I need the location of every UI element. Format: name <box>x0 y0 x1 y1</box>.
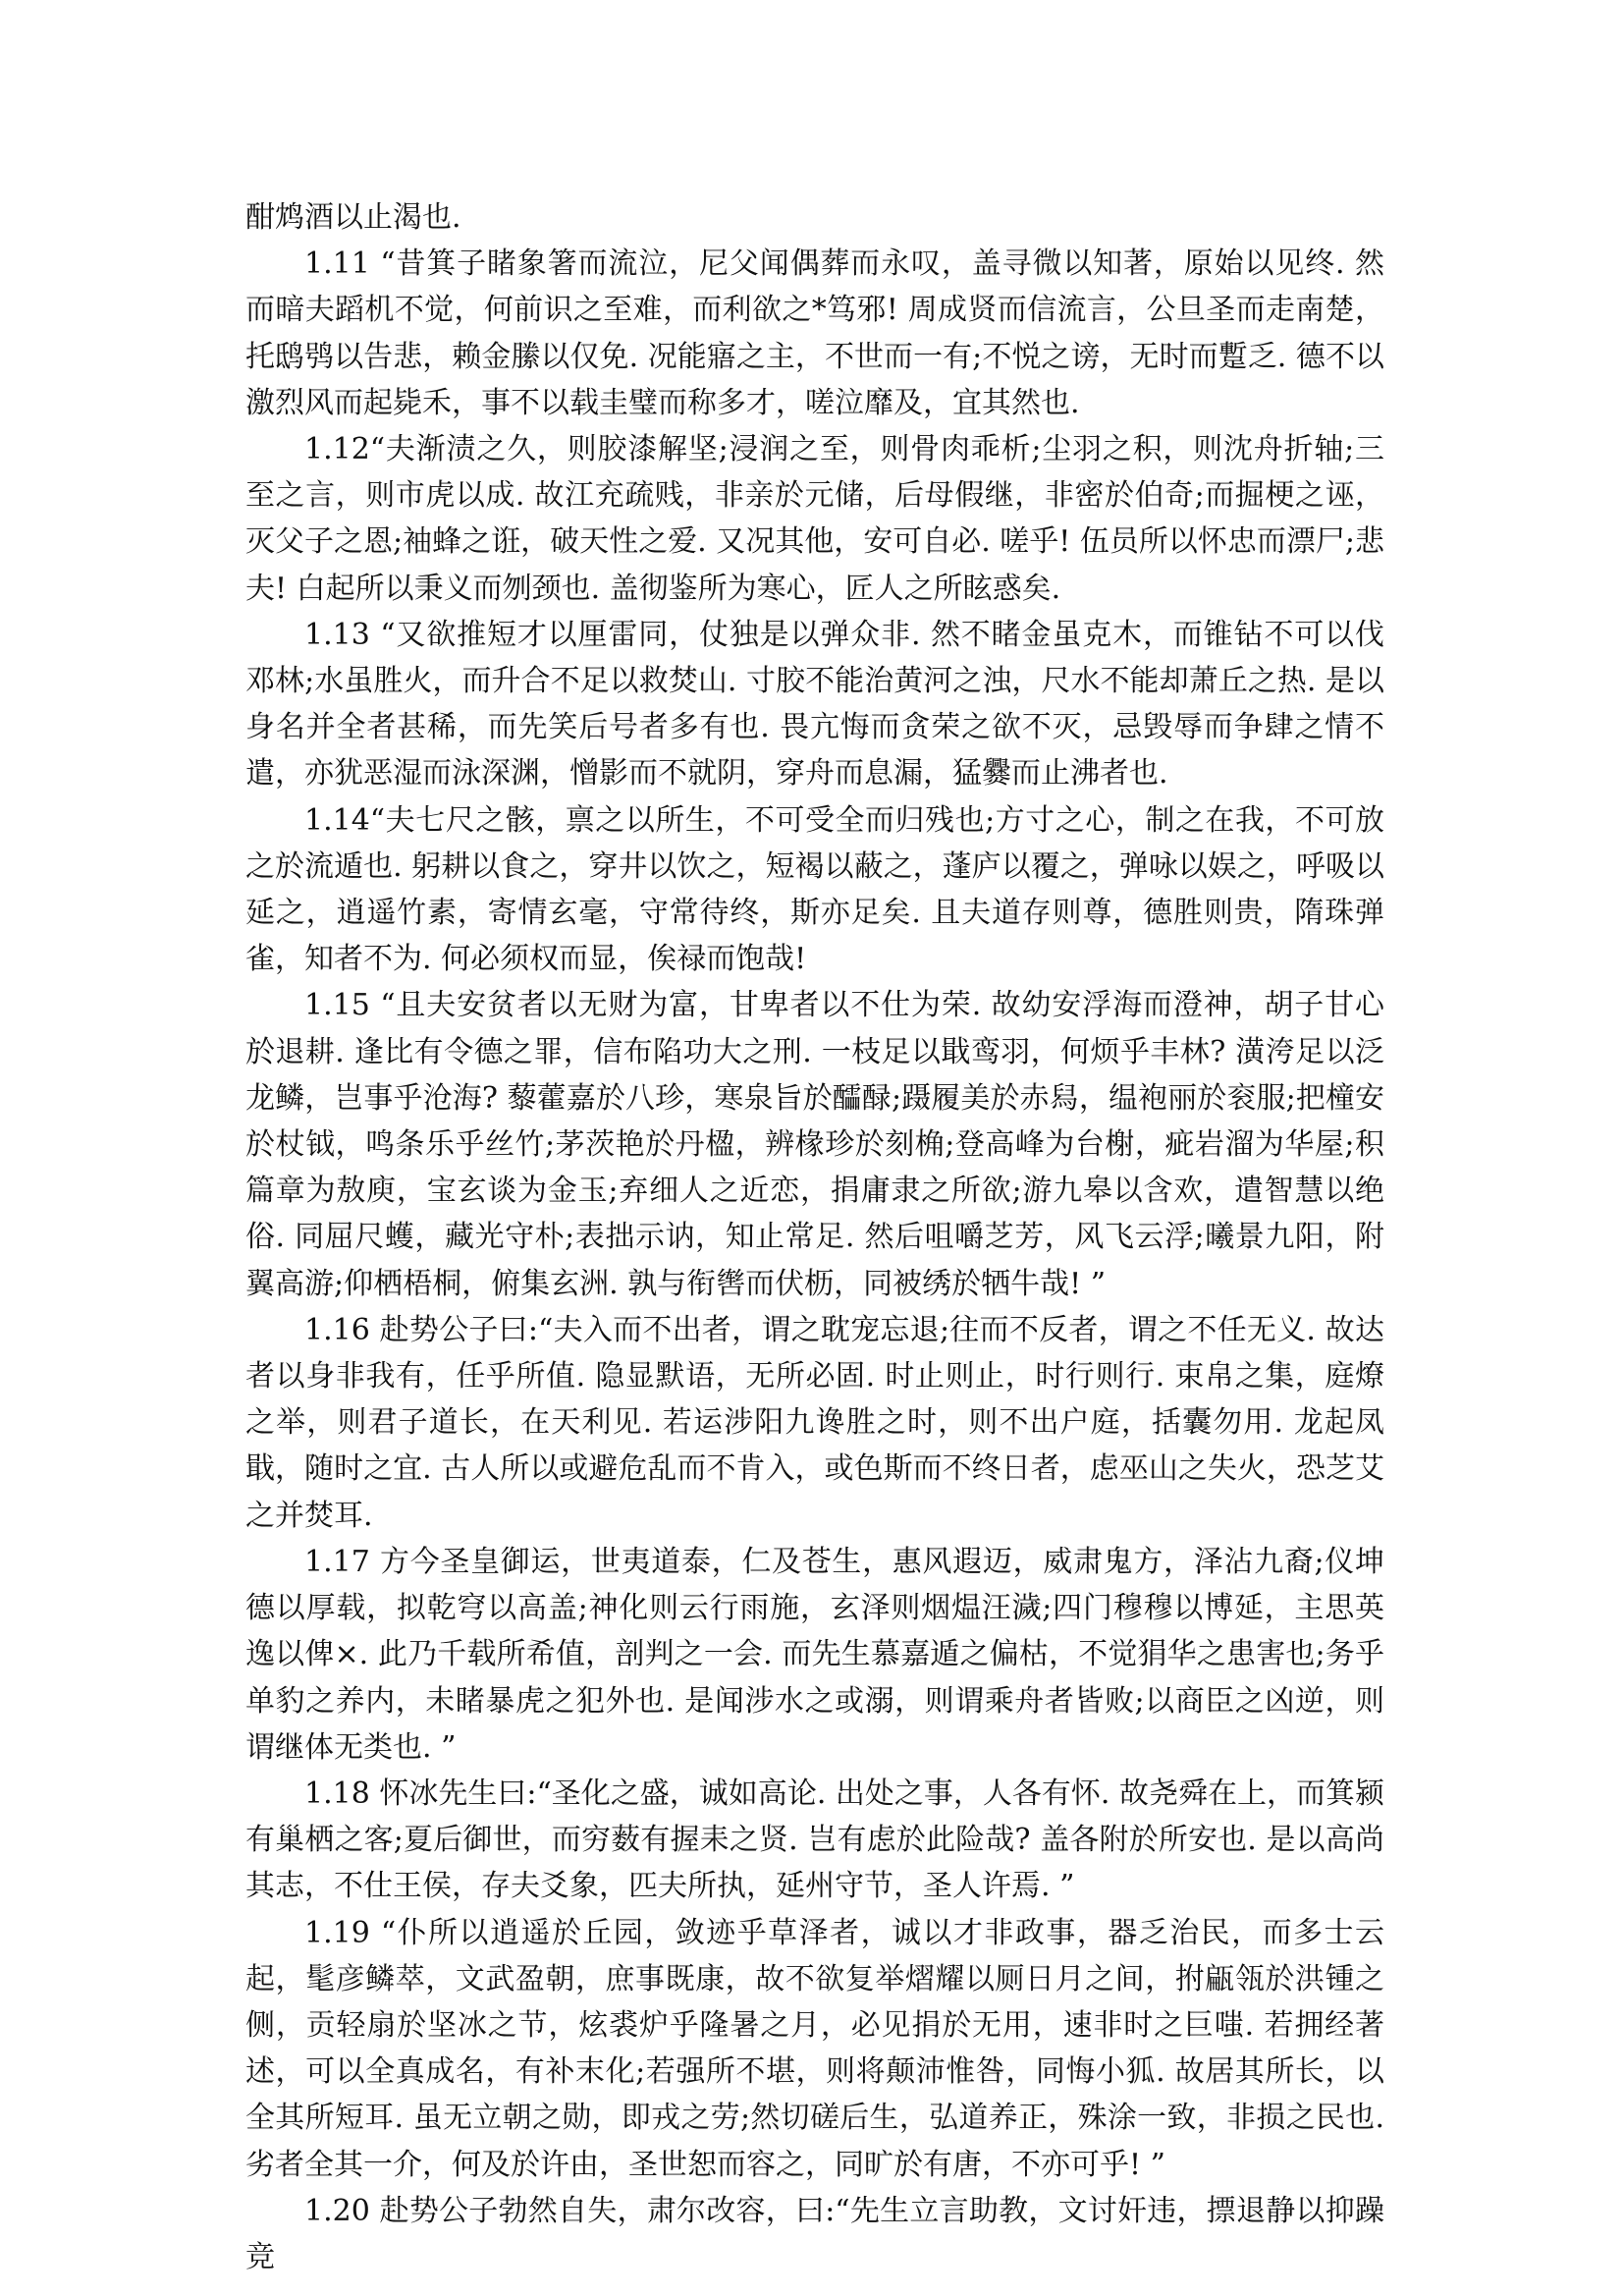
paragraph-1-11 <box>245 241 1384 426</box>
paragraph-text: 方今圣皇御运，世夷道泰，仁及苍生，惠风遐迈，威肃鬼方，泽沾九裔;仪坤德以厚载，拟乾穹以高盖;神化则云行雨施，玄泽则烟煴汪濊;四门穆穆以博延，主思英逸以俾×. 此乃千载所希值，剖判之一会. 而先生慕嘉遁之偏枯，不觉狷华之患害也;务乎单豹之养内，未睹暴虎之犯外也. 是闻涉水之或溺，则谓乘舟者皆败;以商臣之凶逆，则谓继体无类也. ” <box>245 1544 1384 1765</box>
paragraph-text: “又欲推短才以厘雷同，仗独是以弹众非. 然不睹金虽克木，而锥钻不可以伐邓林;水虽胜火，而升合不足以救焚山. 寸胶不能治黄河之浊，尺水不能却萧丘之热. 是以身名并全者甚稀，而先笑后号者多有也. 畏亢悔而贪荣之欲不灭，忌毁辱而争肆之情不遣，亦犹恶湿而泳深渊，憎影而不就阴，穿舟而息漏，猛爨而止沸者也. <box>245 617 1384 792</box>
paragraph-1-19 <box>245 1910 1384 2188</box>
paragraph-1-14 <box>245 797 1384 983</box>
paragraph-1-17 <box>245 1539 1384 1771</box>
paragraph-1-15 <box>245 982 1384 1306</box>
paragraph-text: “且夫安贫者以无财为富，甘卑者以不仕为荣. 故幼安浮海而澄神，胡子甘心於退耕. 逢比有令德之罪，信布陷功大之刑. 一枝足以戢鸾羽，何烦乎丰林? 潢洿足以泛龙鳞，岂事乎沧海? 藜藿嘉於八珍，寒泉旨於醽醁;蹑履美於赤舄，缊袍丽於衮服;把橦安於杖钺，鸣条乐乎丝竹;茅茨艳於丹楹，辨椽珍於刻桷;登高峰为台榭，疵岩溜为华屋;积篇章为敖庾，宝玄谈为金玉;弃细人之近恋，捐庸隶之所欲;游九皋以含欢，遣智慧以绝俗. 同屈尺蠖，藏光守朴;表拙示讷，知止常足. 然后咀嚼芝芳，风飞云浮;曦景九阳，附翼高游;仰栖梧桐，俯集玄洲. 孰与衔辔而伏枥，同被绣於牺牛哉! ” <box>245 988 1384 1301</box>
section-number: 1.12 <box>304 432 370 467</box>
paragraph-continuation <box>245 194 1384 241</box>
paragraph-text: “昔箕子睹象箸而流泣，尼父闻偶葬而永叹，盖寻微以知著，原始以见终. 然而暗夫蹈机不觉，何前识之至难，而利欲之*笃邪! 周成贤而信流言，公旦圣而走南楚，托鸱鸮以告悲，赖金縢以仅免. 况能寤之主，不世而一有;不悦之谤，无时而蹔乏. 德不以激烈风而起毙禾，事不以载圭璧而称多才，嗟泣靡及，宜其然也. <box>245 246 1384 420</box>
paragraph-1-20 <box>245 2188 1384 2280</box>
section-number: 1.16 <box>304 1312 370 1347</box>
paragraph-text: “夫渐渍之久，则胶漆解坚;浸润之至，则骨肉乖析;尘羽之积，则沈舟折轴;三至之言，则市虎以成. 故江充疏贱，非亲於元储，后母假继，非密於伯奇;而掘梗之诬，灭父子之恩;袖蜂之诳，破天性之爱. 又况其他，安可自必. 嗟乎! 伍员所以怀忠而漂尸;悲夫! 白起所以秉义而刎颈也. 盖彻鉴所为寒心，匠人之所眩惑矣. <box>245 432 1384 606</box>
paragraph-1-16 <box>245 1307 1384 1539</box>
paragraph-1-18 <box>245 1771 1384 1910</box>
paragraph-text: “夫七尺之骸，禀之以所生，不可受全而归残也;方寸之心，制之在我，不可放之於流遁也. 躬耕以食之，穿井以饮之，短褐以蔽之，蓬庐以覆之，弹咏以娱之，呼吸以延之，逍遥竹素，寄情玄毫，守常待终，斯亦足矣. 且夫道存则尊，德胜则贵，隋珠弹雀，知者不为. 何必须权而显，俟禄而饱哉! <box>245 802 1384 977</box>
paragraph-1-12 <box>245 426 1384 612</box>
section-number: 1.15 <box>304 988 370 1023</box>
paragraph-text: 赴势公子勃然自失，肃尔改容，曰:“先生立言助教，文讨奸违，摽退静以抑躁竞 <box>245 2193 1384 2274</box>
section-number: 1.14 <box>304 802 370 838</box>
section-number: 1.19 <box>304 1915 370 1950</box>
paragraph-text: 酣鸩酒以止渴也. <box>245 200 461 235</box>
section-number: 1.20 <box>304 2193 370 2228</box>
paragraph-text: “仆所以逍遥於丘园，敛迹乎草泽者，诚以才非政事，器乏治民，而多士云起，髦彦鳞萃，文武盈朝，庶事既康，故不欲复举熠耀以厕日月之间，拊甂瓴於洪锺之侧，贡轻扇於坚冰之节，炫裘炉乎隆暑之月，必见捐於无用，速非时之巨嗤. 若拥经著述，可以全真成名，有补末化;若强所不堪，则将颠沛惟咎，同悔小狐. 故居其所长，以全其所短耳. 虽无立朝之勋，即戎之劳;然切磋后生，弘道养正，殊涂一致，非损之民也. 劣者全其一介，何及於许由，圣世恕而容之，同旷於有唐，不亦可乎! ” <box>245 1915 1384 2182</box>
section-number: 1.18 <box>304 1776 370 1811</box>
section-number: 1.11 <box>304 246 370 282</box>
document-page <box>245 194 1384 2280</box>
section-number: 1.13 <box>304 617 370 652</box>
paragraph-text: 怀冰先生曰:“圣化之盛，诚如高论. 出处之事，人各有怀. 故尧舜在上，而箕颍有巢栖之客;夏后御世，而穷薮有握耒之贤. 岂有虑於此险哉? 盖各附於所安也. 是以高尚其志，不仕王侯，存夫爻象，匹夫所执，延州守节，圣人许焉. ” <box>245 1776 1384 1904</box>
paragraph-1-13 <box>245 612 1384 797</box>
section-number: 1.17 <box>304 1544 370 1579</box>
paragraph-text: 赴势公子曰:“夫入而不出者，谓之耽宠忘退;往而不反者，谓之不任无义. 故达者以身非我有，任乎所值. 隐显默语，无所必固. 时止则止，时行则行. 束帛之集，庭燎之举，则君子道长，在天利见. 若运涉阳九谗胜之时，则不出户庭，括囊勿用. 龙起凤戢，随时之宜. 古人所以或避危乱而不肯入，或色斯而不终日者，虑巫山之失火，恐芝艾之并焚耳. <box>245 1312 1384 1533</box>
